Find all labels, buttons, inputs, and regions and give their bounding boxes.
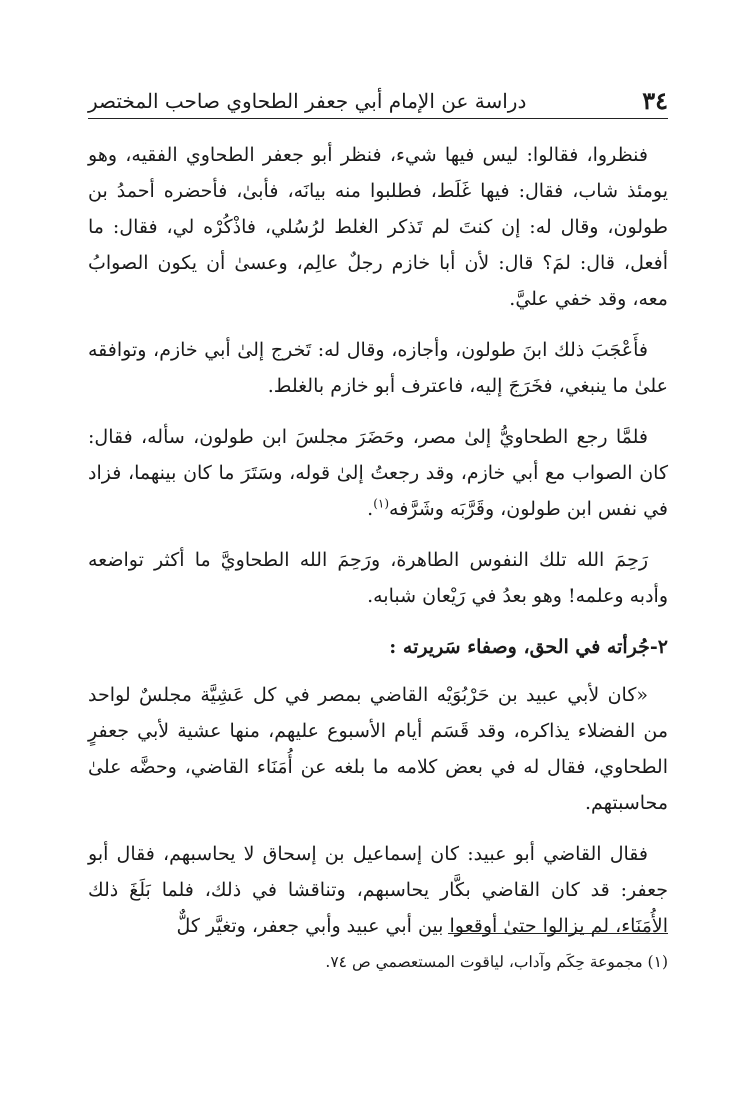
paragraph: «كان لأبي عبيد بن حَرْبُوَيْه القاضي بمصر في كل عَشِيَّة مجلسٌ لواحد من الفضلاء يذاكره، وقد قَسَم أيام الأسبوع عليهم، منها عشية لأبي جعفرٍ الطحاوي، فقال له في بعض كلامه ما بلغه عن أُمَنَاء القاضي، وحضَّه علىٰ محاسبتهم. <box>88 684 668 814</box>
page-body <box>88 137 668 959</box>
footnote-reference[interactable]: (١) <box>373 496 390 511</box>
page-header <box>88 78 668 119</box>
footnote-divider <box>448 933 668 934</box>
footnote: (١) مجموعة حِكَم وآداب، لياقوت المستعصمي ص ٧٤. <box>325 953 668 971</box>
sentence-end: . <box>367 498 374 520</box>
section-heading: ٢-جُرأته في الحق، وصفاء سَريرته : <box>389 636 668 658</box>
paragraph: فنظروا، فقالوا: ليس فيها شيء، فنظر أبو جعفر الطحاوي الفقيه، وهو يومئذ شاب، فقال: فيها غَلَط، فطلبوا منه بيانَه، فأبىٰ، فأحضره أحمدُ بن طولون، وقال له: إن كنتَ لم تَذكر الغلط لرُسُلي، فاذْكُرْه لي، فقال: ما أفعل، قال: لمَ؟ قال: لأن أبا خازم رجلٌ عالِم، وعسىٰ أن يكون الصوابُ معه، وقد خفي عليَّ. <box>88 144 668 310</box>
paragraph: فأَعْجَبَ ذلك ابنَ طولون، وأجازه، وقال له: تَخرج إلىٰ أبي خازم، وتوافقه علىٰ ما ينبغي، فخَرَجَ إليه، فاعترف أبو خازم بالغلط. <box>88 339 668 397</box>
paragraph <box>88 419 668 527</box>
running-title: دراسة عن الإمام أبي جعفر الطحاوي صاحب المختصر <box>88 89 527 113</box>
paragraph: فقال القاضي أبو عبيد: كان إسماعيل بن إسحاق لا يحاسبهم، فقال أبو جعفر: قد كان القاضي بكَّار يحاسبهم، وتناقشا في ذلك، فلما بَلَغَ ذلك الأُمَنَاء، لم يزالوا حتىٰ أوقعوا بين أبي عبيد وأبي جعفر، وتغيَّر كلٌّ <box>88 843 668 937</box>
page-number: ٣٤ <box>642 86 668 115</box>
paragraph-text: فلمَّا رجع الطحاويُّ إلىٰ مصر، وحَضَرَ مجلسَ ابن طولون، سأله، فقال: كان الصواب مع أبي خازم، وقد رجعتُ إلىٰ قوله، وسَتَرَ ما كان بينهما، فزاد في نفس ابن طولون، وقَرَّبَه وشَرَّفه <box>88 426 668 520</box>
paragraph: رَحِمَ الله تلك النفوس الطاهرة، ورَحِمَ الله الطحاويَّ ما أكثر تواضعه وأدبه وعلمه! وهو بعدُ في رَيْعان شبابه. <box>88 549 668 607</box>
